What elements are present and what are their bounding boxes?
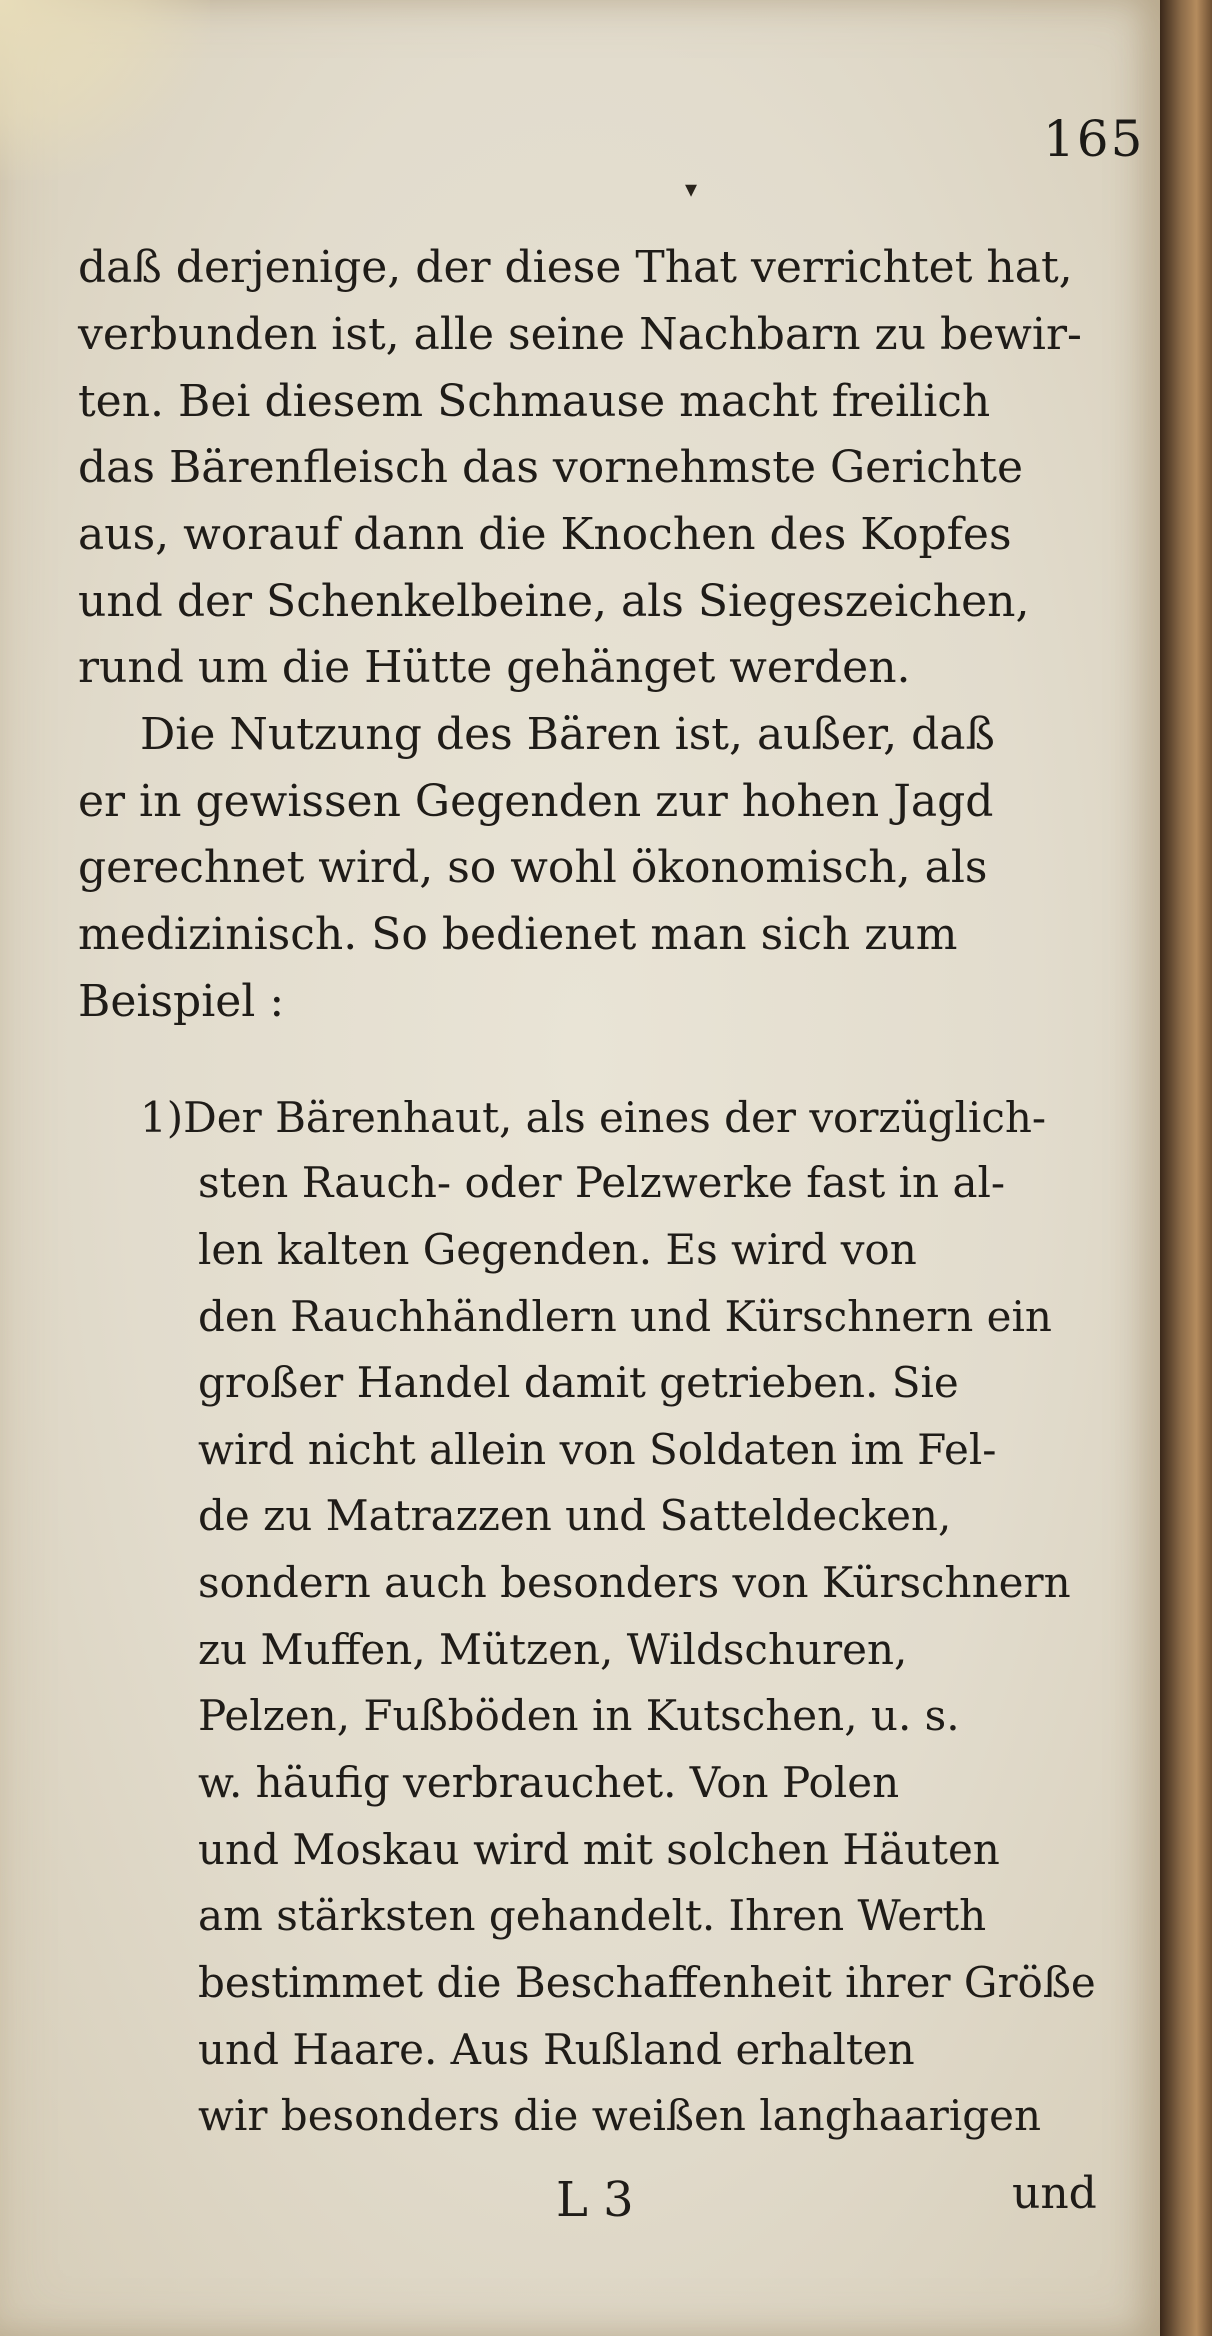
ink-mark: ▾ (685, 175, 698, 203)
book-edge (1160, 0, 1212, 2336)
text-line: das Bärenfleisch das vornehmste Gerichte (78, 442, 1024, 493)
signature-mark: L 3 (556, 2172, 634, 2228)
page-number: 165 (1043, 110, 1145, 168)
list-text-line: sondern auch besonders von Kürschnern (198, 1558, 1071, 1607)
text-line: ten. Bei diesem Schmause macht freilich (78, 376, 991, 427)
list-text-line: sten Rauch- oder Pelzwerke fast in al- (198, 1158, 1006, 1207)
list-text-line: wir besonders die weißen langhaarigen (198, 2091, 1042, 2140)
list-text-line: wird nicht allein von Soldaten im Fel- (198, 1425, 997, 1474)
list-text-line: am stärksten gehandelt. Ihren Werth (198, 1891, 987, 1940)
list-text-line: 1)Der Bärenhaut, als eines der vorzüglich- (140, 1093, 1047, 1142)
text-line: verbunden ist, alle seine Nachbarn zu bewir- (78, 309, 1082, 360)
text-line: Die Nutzung des Bären ist, außer, daß (140, 709, 995, 760)
list-text-line: len kalten Gegenden. Es wird von (198, 1225, 917, 1274)
list-text-line: und Haare. Aus Rußland erhalten (198, 2025, 915, 2074)
text-line: Beispiel : (78, 976, 285, 1027)
list-text-line: bestimmet die Beschaffenheit ihrer Größe (198, 1958, 1096, 2007)
catchword: und (1012, 2168, 1097, 2219)
list-text-line: de zu Matrazzen und Satteldecken, (198, 1491, 952, 1540)
list-text-line: großer Handel damit getrieben. Sie (198, 1358, 959, 1407)
text-line: daß derjenige, der diese That verrichtet hat, (78, 242, 1073, 293)
list-text-line: zu Muffen, Mützen, Wildschuren, (198, 1625, 908, 1674)
list-text-line: und Moskau wird mit solchen Häuten (198, 1825, 1000, 1874)
text-line: er in gewissen Gegenden zur hohen Jagd (78, 776, 994, 827)
list-text-line: w. häufig verbrauchet. Von Polen (198, 1758, 900, 1807)
list-text-line: den Rauchhändlern und Kürschnern ein (198, 1292, 1052, 1341)
list-text-line: Pelzen, Fußböden in Kutschen, u. s. (198, 1691, 960, 1740)
text-line: und der Schenkelbeine, als Siegeszeichen, (78, 576, 1030, 627)
text-line: medizinisch. So bedienet man sich zum (78, 909, 958, 960)
text-line: rund um die Hütte gehänget werden. (78, 642, 911, 693)
text-line: gerechnet wird, so wohl ökonomisch, als (78, 842, 988, 893)
text-line: aus, worauf dann die Knochen des Kopfes (78, 509, 1012, 560)
